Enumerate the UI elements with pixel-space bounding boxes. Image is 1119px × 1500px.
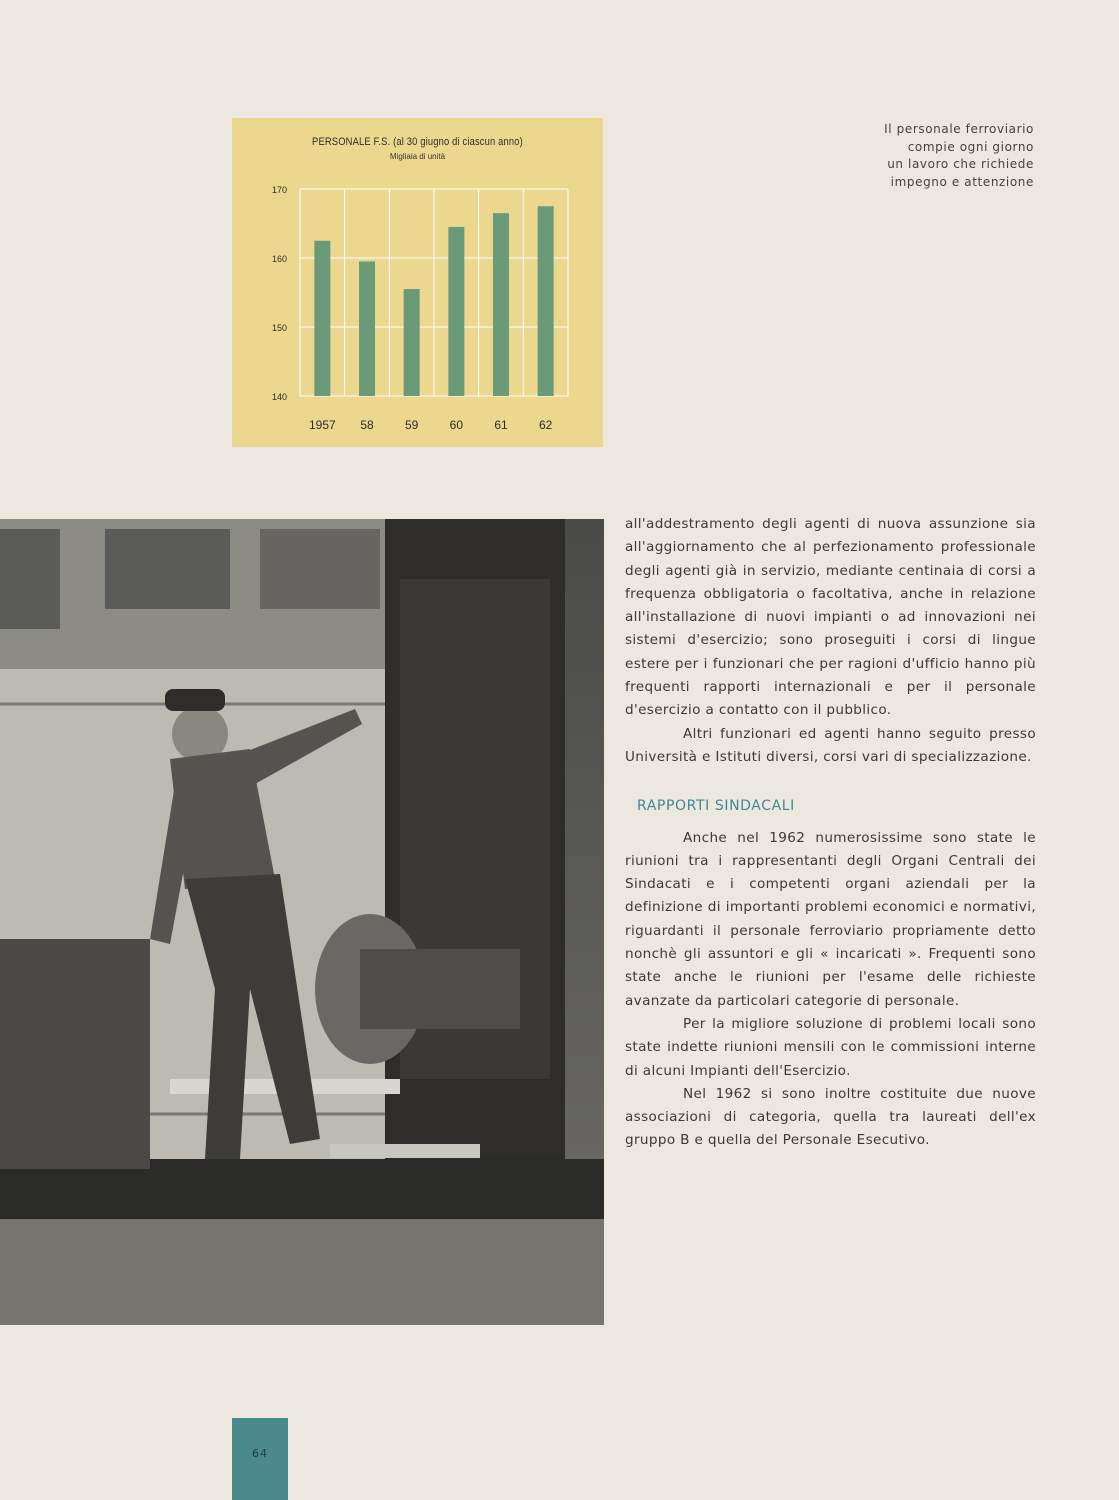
paragraph-specialization: Altri funzionari ed agenti hanno seguito presso Università e Istituti diversi, corsi vari di specializzazione. [625,725,1036,765]
photo-caption: Il personale ferroviario compie ogni giorno un lavoro che richiede impegno e attenzione [884,122,1034,189]
railway-worker-photo [0,519,604,1325]
y-tick-label: 170 [272,185,288,195]
x-tick-label: 61 [494,418,508,432]
chart-plot [232,118,603,447]
section-heading-rapporti-sindacali: RAPPORTI SINDACALI [637,798,795,815]
body-text-column [625,513,1036,1153]
paragraph-training: all'addestramento degli agenti di nuova assunzione sia all'aggiornamento che al perfezionamento professionale degli agenti già in servizio, mediante centinaia di corsi a frequenza obbligatoria o facoltativa, anche in relazione all'installazione di nuovi impianti o ad innovazioni nei sistemi d'esercizio; sono proseguiti i corsi di lingue estere per i funzionari che per ragioni d'ufficio hanno più frequenti rapporti internazionali e per il personale d'esercizio a contatto con il pubblico. [625,516,1036,719]
x-tick-label: 62 [538,418,553,432]
x-tick-label: 59 [404,418,419,432]
bar-60 [448,227,464,396]
paragraph-meetings: Anche nel 1962 numerosissime sono state le riunioni tra i rappresentanti degli Organi Centrali dei Sindacati e i competenti organi aziendali per la definizione di importanti problemi economici e normativi, riguardanti il personale ferroviario propriamente detto nonchè gli assuntori e gli « incaricati ». Frequenti sono state anche le riunioni per l'esame delle richieste avanzate da particolari categorie di personale. [625,829,1036,1009]
bar-1957 [314,241,330,396]
y-tick-label: 150 [272,323,288,333]
y-tick-label: 160 [272,254,288,264]
chart-title: PERSONALE F.S. (al 30 giugno di ciascun anno) [312,136,523,148]
page-number: 64 [232,1418,288,1500]
bar-62 [538,206,554,396]
x-tick-label: 60 [449,418,464,432]
bar-61 [493,213,509,396]
paragraph-associations: Nel 1962 si sono inoltre costituite due nuove associazioni di categoria, quella tra laureati dell'ex gruppo B e quella del Personale Esecutivo. [625,1085,1036,1149]
bar-59 [404,289,420,396]
x-tick-label: 1957 [308,418,336,432]
chart-subtitle: Migliaia di unità [389,152,446,161]
personnel-bar-chart [232,118,603,447]
paragraph-local-problems: Per la migliore soluzione di problemi locali sono state indette riunioni mensili con le commissioni interne di alcuni Impianti dell'Esercizio. [625,1015,1036,1079]
bar-58 [359,261,375,396]
x-tick-label: 58 [360,418,374,432]
y-tick-label: 140 [272,392,288,402]
